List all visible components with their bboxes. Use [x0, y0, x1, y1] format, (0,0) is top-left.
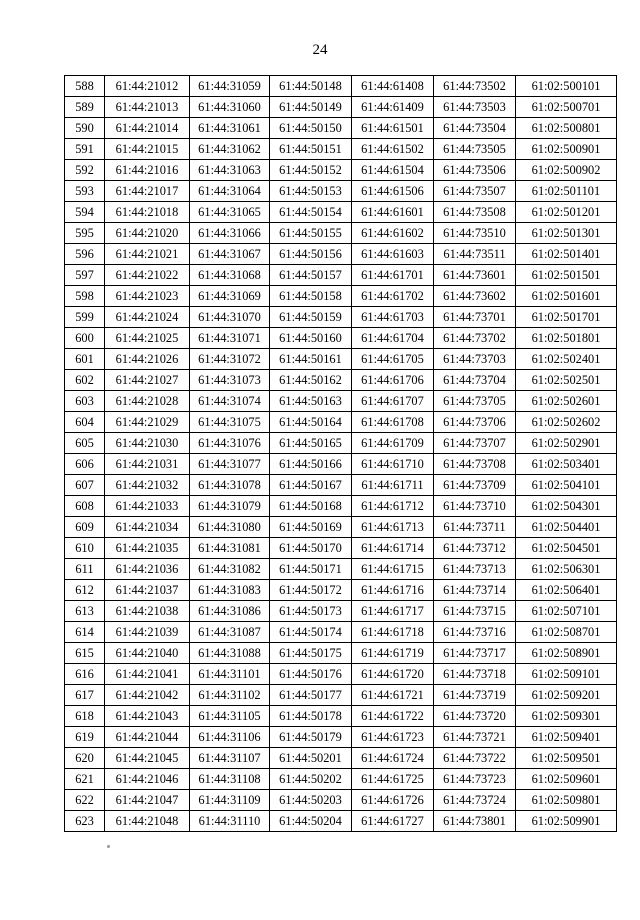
- quarter-31-cell: 61:44:31086: [190, 601, 270, 622]
- quarter-61-cell: 61:44:61714: [352, 538, 434, 559]
- quarter-73-cell: 61:44:73511: [434, 244, 516, 265]
- quarter-21-cell: 61:44:21029: [105, 412, 190, 433]
- quarter-73-cell: 61:44:73705: [434, 391, 516, 412]
- quarter-31-cell: 61:44:31070: [190, 307, 270, 328]
- row-number-cell: 610: [65, 538, 105, 559]
- quarter-61-cell: 61:44:61704: [352, 328, 434, 349]
- quarter-31-cell: 61:44:31107: [190, 748, 270, 769]
- table-row: [65, 790, 617, 811]
- quarter-73-cell: 61:44:73707: [434, 433, 516, 454]
- table-row: [65, 97, 617, 118]
- quarter-73-cell: 61:44:73724: [434, 790, 516, 811]
- quarter-31-cell: 61:44:31083: [190, 580, 270, 601]
- quarter-61-cell: 61:44:61724: [352, 748, 434, 769]
- quarter-21-cell: 61:44:21027: [105, 370, 190, 391]
- quarter-31-cell: 61:44:31063: [190, 160, 270, 181]
- table-row: [65, 496, 617, 517]
- quarter-21-cell: 61:44:21042: [105, 685, 190, 706]
- quarter-50-cell: 61:44:50151: [270, 139, 352, 160]
- quarter-31-cell: 61:44:31080: [190, 517, 270, 538]
- quarter-21-cell: 61:44:21034: [105, 517, 190, 538]
- quarter-50-cell: 61:44:50165: [270, 433, 352, 454]
- district-02-cell: 61:02:501301: [516, 223, 617, 244]
- row-number-cell: 592: [65, 160, 105, 181]
- quarter-61-cell: 61:44:61506: [352, 181, 434, 202]
- quarter-31-cell: 61:44:31062: [190, 139, 270, 160]
- quarter-73-cell: 61:44:73801: [434, 811, 516, 832]
- district-02-cell: 61:02:500902: [516, 160, 617, 181]
- quarter-61-cell: 61:44:61708: [352, 412, 434, 433]
- quarter-61-cell: 61:44:61726: [352, 790, 434, 811]
- quarter-21-cell: 61:44:21025: [105, 328, 190, 349]
- quarter-31-cell: 61:44:31071: [190, 328, 270, 349]
- quarter-73-cell: 61:44:73706: [434, 412, 516, 433]
- row-number-cell: 606: [65, 454, 105, 475]
- quarter-73-cell: 61:44:73712: [434, 538, 516, 559]
- table-row: [65, 475, 617, 496]
- page-number: 24: [312, 42, 328, 58]
- district-02-cell: 61:02:503401: [516, 454, 617, 475]
- quarter-21-cell: 61:44:21016: [105, 160, 190, 181]
- scan-mark: [107, 845, 110, 848]
- row-number-cell: 615: [65, 643, 105, 664]
- quarter-61-cell: 61:44:61722: [352, 706, 434, 727]
- table-row: [65, 265, 617, 286]
- district-02-cell: 61:02:500801: [516, 118, 617, 139]
- quarter-31-cell: 61:44:31082: [190, 559, 270, 580]
- quarter-31-cell: 61:44:31110: [190, 811, 270, 832]
- quarter-73-cell: 61:44:73507: [434, 181, 516, 202]
- district-02-cell: 61:02:500101: [516, 76, 617, 97]
- quarter-61-cell: 61:44:61408: [352, 76, 434, 97]
- quarter-31-cell: 61:44:31106: [190, 727, 270, 748]
- row-number-cell: 595: [65, 223, 105, 244]
- quarter-21-cell: 61:44:21044: [105, 727, 190, 748]
- quarter-21-cell: 61:44:21014: [105, 118, 190, 139]
- quarter-50-cell: 61:44:50149: [270, 97, 352, 118]
- quarter-50-cell: 61:44:50203: [270, 790, 352, 811]
- quarter-61-cell: 61:44:61713: [352, 517, 434, 538]
- district-02-cell: 61:02:504301: [516, 496, 617, 517]
- table-row: [65, 412, 617, 433]
- district-02-cell: 61:02:501101: [516, 181, 617, 202]
- quarter-73-cell: 61:44:73713: [434, 559, 516, 580]
- row-number-cell: 591: [65, 139, 105, 160]
- quarter-61-cell: 61:44:61720: [352, 664, 434, 685]
- quarter-61-cell: 61:44:61702: [352, 286, 434, 307]
- table-row: [65, 580, 617, 601]
- quarter-50-cell: 61:44:50150: [270, 118, 352, 139]
- quarter-31-cell: 61:44:31109: [190, 790, 270, 811]
- quarter-31-cell: 61:44:31101: [190, 664, 270, 685]
- table-row: [65, 139, 617, 160]
- quarter-73-cell: 61:44:73721: [434, 727, 516, 748]
- quarter-73-cell: 61:44:73720: [434, 706, 516, 727]
- row-number-cell: 609: [65, 517, 105, 538]
- quarter-61-cell: 61:44:61504: [352, 160, 434, 181]
- row-number-cell: 613: [65, 601, 105, 622]
- quarter-61-cell: 61:44:61705: [352, 349, 434, 370]
- quarter-50-cell: 61:44:50156: [270, 244, 352, 265]
- district-02-cell: 61:02:509101: [516, 664, 617, 685]
- quarter-73-cell: 61:44:73704: [434, 370, 516, 391]
- district-02-cell: 61:02:504101: [516, 475, 617, 496]
- district-02-cell: 61:02:502501: [516, 370, 617, 391]
- quarter-50-cell: 61:44:50163: [270, 391, 352, 412]
- quarter-31-cell: 61:44:31065: [190, 202, 270, 223]
- table-row: [65, 706, 617, 727]
- quarter-61-cell: 61:44:61715: [352, 559, 434, 580]
- district-02-cell: 61:02:508901: [516, 643, 617, 664]
- quarter-21-cell: 61:44:21038: [105, 601, 190, 622]
- district-02-cell: 61:02:500701: [516, 97, 617, 118]
- quarter-61-cell: 61:44:61601: [352, 202, 434, 223]
- quarter-50-cell: 61:44:50204: [270, 811, 352, 832]
- row-number-cell: 589: [65, 97, 105, 118]
- quarter-73-cell: 61:44:73702: [434, 328, 516, 349]
- quarter-73-cell: 61:44:73719: [434, 685, 516, 706]
- quarter-21-cell: 61:44:21015: [105, 139, 190, 160]
- table-row: [65, 76, 617, 97]
- quarter-21-cell: 61:44:21035: [105, 538, 190, 559]
- quarter-21-cell: 61:44:21021: [105, 244, 190, 265]
- quarter-61-cell: 61:44:61709: [352, 433, 434, 454]
- row-number-cell: 619: [65, 727, 105, 748]
- quarter-31-cell: 61:44:31073: [190, 370, 270, 391]
- table-row: [65, 454, 617, 475]
- quarter-21-cell: 61:44:21036: [105, 559, 190, 580]
- quarter-73-cell: 61:44:73723: [434, 769, 516, 790]
- quarter-21-cell: 61:44:21031: [105, 454, 190, 475]
- district-02-cell: 61:02:501501: [516, 265, 617, 286]
- row-number-cell: 594: [65, 202, 105, 223]
- quarter-21-cell: 61:44:21012: [105, 76, 190, 97]
- quarter-73-cell: 61:44:73508: [434, 202, 516, 223]
- quarter-50-cell: 61:44:50171: [270, 559, 352, 580]
- table-row: [65, 538, 617, 559]
- row-number-cell: 620: [65, 748, 105, 769]
- table-row: [65, 517, 617, 538]
- table-row: [65, 769, 617, 790]
- table-row: [65, 391, 617, 412]
- table-row: [65, 643, 617, 664]
- quarter-50-cell: 61:44:50152: [270, 160, 352, 181]
- quarter-61-cell: 61:44:61711: [352, 475, 434, 496]
- quarter-31-cell: 61:44:31108: [190, 769, 270, 790]
- table-row: [65, 727, 617, 748]
- quarter-21-cell: 61:44:21026: [105, 349, 190, 370]
- table-row: [65, 160, 617, 181]
- quarter-61-cell: 61:44:61716: [352, 580, 434, 601]
- quarter-31-cell: 61:44:31076: [190, 433, 270, 454]
- quarter-50-cell: 61:44:50169: [270, 517, 352, 538]
- quarter-21-cell: 61:44:21043: [105, 706, 190, 727]
- row-number-cell: 603: [65, 391, 105, 412]
- quarter-73-cell: 61:44:73506: [434, 160, 516, 181]
- quarter-31-cell: 61:44:31061: [190, 118, 270, 139]
- quarter-50-cell: 61:44:50162: [270, 370, 352, 391]
- quarter-73-cell: 61:44:73709: [434, 475, 516, 496]
- table-row: [65, 349, 617, 370]
- row-number-cell: 611: [65, 559, 105, 580]
- table-row: [65, 622, 617, 643]
- row-number-cell: 597: [65, 265, 105, 286]
- row-number-cell: 614: [65, 622, 105, 643]
- quarter-73-cell: 61:44:73708: [434, 454, 516, 475]
- table-body: [65, 76, 617, 832]
- quarter-61-cell: 61:44:61707: [352, 391, 434, 412]
- quarter-61-cell: 61:44:61721: [352, 685, 434, 706]
- quarter-50-cell: 61:44:50178: [270, 706, 352, 727]
- quarter-50-cell: 61:44:50201: [270, 748, 352, 769]
- row-number-cell: 600: [65, 328, 105, 349]
- table-row: [65, 118, 617, 139]
- district-02-cell: 61:02:504501: [516, 538, 617, 559]
- quarter-73-cell: 61:44:73504: [434, 118, 516, 139]
- row-number-cell: 601: [65, 349, 105, 370]
- table-row: [65, 370, 617, 391]
- district-02-cell: 61:02:509501: [516, 748, 617, 769]
- district-02-cell: 61:02:509301: [516, 706, 617, 727]
- quarter-50-cell: 61:44:50202: [270, 769, 352, 790]
- quarter-73-cell: 61:44:73703: [434, 349, 516, 370]
- quarter-31-cell: 61:44:31087: [190, 622, 270, 643]
- quarter-21-cell: 61:44:21039: [105, 622, 190, 643]
- table-row: [65, 202, 617, 223]
- quarter-61-cell: 61:44:61602: [352, 223, 434, 244]
- quarter-31-cell: 61:44:31064: [190, 181, 270, 202]
- table-row: [65, 811, 617, 832]
- quarter-50-cell: 61:44:50167: [270, 475, 352, 496]
- table-row: [65, 307, 617, 328]
- quarter-73-cell: 61:44:73505: [434, 139, 516, 160]
- quarter-31-cell: 61:44:31088: [190, 643, 270, 664]
- district-02-cell: 61:02:502901: [516, 433, 617, 454]
- cadastral-table: [64, 75, 617, 832]
- quarter-50-cell: 61:44:50175: [270, 643, 352, 664]
- quarter-31-cell: 61:44:31069: [190, 286, 270, 307]
- quarter-50-cell: 61:44:50154: [270, 202, 352, 223]
- quarter-50-cell: 61:44:50172: [270, 580, 352, 601]
- row-number-cell: 598: [65, 286, 105, 307]
- row-number-cell: 608: [65, 496, 105, 517]
- quarter-73-cell: 61:44:73722: [434, 748, 516, 769]
- quarter-21-cell: 61:44:21047: [105, 790, 190, 811]
- quarter-21-cell: 61:44:21048: [105, 811, 190, 832]
- quarter-31-cell: 61:44:31068: [190, 265, 270, 286]
- row-number-cell: 618: [65, 706, 105, 727]
- quarter-21-cell: 61:44:21022: [105, 265, 190, 286]
- quarter-73-cell: 61:44:73510: [434, 223, 516, 244]
- quarter-31-cell: 61:44:31078: [190, 475, 270, 496]
- district-02-cell: 61:02:506401: [516, 580, 617, 601]
- quarter-50-cell: 61:44:50168: [270, 496, 352, 517]
- district-02-cell: 61:02:507101: [516, 601, 617, 622]
- row-number-cell: 621: [65, 769, 105, 790]
- row-number-cell: 622: [65, 790, 105, 811]
- quarter-31-cell: 61:44:31079: [190, 496, 270, 517]
- quarter-21-cell: 61:44:21033: [105, 496, 190, 517]
- quarter-50-cell: 61:44:50155: [270, 223, 352, 244]
- quarter-61-cell: 61:44:61703: [352, 307, 434, 328]
- table-row: [65, 328, 617, 349]
- row-number-cell: 617: [65, 685, 105, 706]
- row-number-cell: 599: [65, 307, 105, 328]
- district-02-cell: 61:02:501401: [516, 244, 617, 265]
- quarter-31-cell: 61:44:31067: [190, 244, 270, 265]
- quarter-73-cell: 61:44:73715: [434, 601, 516, 622]
- quarter-73-cell: 61:44:73710: [434, 496, 516, 517]
- district-02-cell: 61:02:509801: [516, 790, 617, 811]
- district-02-cell: 61:02:501201: [516, 202, 617, 223]
- quarter-21-cell: 61:44:21023: [105, 286, 190, 307]
- quarter-61-cell: 61:44:61603: [352, 244, 434, 265]
- district-02-cell: 61:02:508701: [516, 622, 617, 643]
- quarter-61-cell: 61:44:61502: [352, 139, 434, 160]
- district-02-cell: 61:02:500901: [516, 139, 617, 160]
- quarter-31-cell: 61:44:31059: [190, 76, 270, 97]
- row-number-cell: 596: [65, 244, 105, 265]
- quarter-50-cell: 61:44:50157: [270, 265, 352, 286]
- table-row: [65, 223, 617, 244]
- quarter-61-cell: 61:44:61501: [352, 118, 434, 139]
- table-row: [65, 286, 617, 307]
- table-row: [65, 433, 617, 454]
- quarter-31-cell: 61:44:31060: [190, 97, 270, 118]
- table-row: [65, 244, 617, 265]
- table-row: [65, 181, 617, 202]
- district-02-cell: 61:02:509901: [516, 811, 617, 832]
- quarter-50-cell: 61:44:50170: [270, 538, 352, 559]
- row-number-cell: 607: [65, 475, 105, 496]
- quarter-73-cell: 61:44:73711: [434, 517, 516, 538]
- quarter-50-cell: 61:44:50179: [270, 727, 352, 748]
- row-number-cell: 588: [65, 76, 105, 97]
- district-02-cell: 61:02:501701: [516, 307, 617, 328]
- quarter-21-cell: 61:44:21045: [105, 748, 190, 769]
- district-02-cell: 61:02:506301: [516, 559, 617, 580]
- quarter-21-cell: 61:44:21020: [105, 223, 190, 244]
- quarter-61-cell: 61:44:61717: [352, 601, 434, 622]
- quarter-61-cell: 61:44:61727: [352, 811, 434, 832]
- quarter-21-cell: 61:44:21024: [105, 307, 190, 328]
- district-02-cell: 61:02:502602: [516, 412, 617, 433]
- quarter-21-cell: 61:44:21013: [105, 97, 190, 118]
- district-02-cell: 61:02:501601: [516, 286, 617, 307]
- quarter-50-cell: 61:44:50173: [270, 601, 352, 622]
- quarter-61-cell: 61:44:61719: [352, 643, 434, 664]
- quarter-61-cell: 61:44:61701: [352, 265, 434, 286]
- quarter-31-cell: 61:44:31105: [190, 706, 270, 727]
- quarter-21-cell: 61:44:21030: [105, 433, 190, 454]
- row-number-cell: 616: [65, 664, 105, 685]
- table-row: [65, 664, 617, 685]
- quarter-21-cell: 61:44:21018: [105, 202, 190, 223]
- quarter-61-cell: 61:44:61725: [352, 769, 434, 790]
- table-row: [65, 601, 617, 622]
- table-row: [65, 559, 617, 580]
- district-02-cell: 61:02:509401: [516, 727, 617, 748]
- quarter-31-cell: 61:44:31074: [190, 391, 270, 412]
- quarter-61-cell: 61:44:61710: [352, 454, 434, 475]
- quarter-21-cell: 61:44:21037: [105, 580, 190, 601]
- district-02-cell: 61:02:501801: [516, 328, 617, 349]
- table-row: [65, 685, 617, 706]
- quarter-31-cell: 61:44:31077: [190, 454, 270, 475]
- quarter-50-cell: 61:44:50177: [270, 685, 352, 706]
- district-02-cell: 61:02:502601: [516, 391, 617, 412]
- quarter-31-cell: 61:44:31102: [190, 685, 270, 706]
- quarter-21-cell: 61:44:21032: [105, 475, 190, 496]
- quarter-73-cell: 61:44:73502: [434, 76, 516, 97]
- quarter-50-cell: 61:44:50174: [270, 622, 352, 643]
- quarter-61-cell: 61:44:61723: [352, 727, 434, 748]
- quarter-73-cell: 61:44:73601: [434, 265, 516, 286]
- quarter-50-cell: 61:44:50176: [270, 664, 352, 685]
- quarter-50-cell: 61:44:50158: [270, 286, 352, 307]
- district-02-cell: 61:02:502401: [516, 349, 617, 370]
- district-02-cell: 61:02:504401: [516, 517, 617, 538]
- quarter-50-cell: 61:44:50161: [270, 349, 352, 370]
- quarter-21-cell: 61:44:21040: [105, 643, 190, 664]
- quarter-31-cell: 61:44:31081: [190, 538, 270, 559]
- quarter-50-cell: 61:44:50164: [270, 412, 352, 433]
- quarter-31-cell: 61:44:31066: [190, 223, 270, 244]
- quarter-50-cell: 61:44:50160: [270, 328, 352, 349]
- quarter-73-cell: 61:44:73718: [434, 664, 516, 685]
- quarter-61-cell: 61:44:61718: [352, 622, 434, 643]
- row-number-cell: 604: [65, 412, 105, 433]
- quarter-61-cell: 61:44:61706: [352, 370, 434, 391]
- row-number-cell: 623: [65, 811, 105, 832]
- quarter-21-cell: 61:44:21046: [105, 769, 190, 790]
- quarter-61-cell: 61:44:61409: [352, 97, 434, 118]
- row-number-cell: 602: [65, 370, 105, 391]
- quarter-50-cell: 61:44:50148: [270, 76, 352, 97]
- district-02-cell: 61:02:509201: [516, 685, 617, 706]
- quarter-50-cell: 61:44:50153: [270, 181, 352, 202]
- quarter-73-cell: 61:44:73717: [434, 643, 516, 664]
- quarter-73-cell: 61:44:73716: [434, 622, 516, 643]
- quarter-21-cell: 61:44:21017: [105, 181, 190, 202]
- quarter-73-cell: 61:44:73602: [434, 286, 516, 307]
- quarter-31-cell: 61:44:31072: [190, 349, 270, 370]
- quarter-31-cell: 61:44:31075: [190, 412, 270, 433]
- quarter-21-cell: 61:44:21041: [105, 664, 190, 685]
- row-number-cell: 593: [65, 181, 105, 202]
- quarter-50-cell: 61:44:50166: [270, 454, 352, 475]
- row-number-cell: 590: [65, 118, 105, 139]
- quarter-61-cell: 61:44:61712: [352, 496, 434, 517]
- row-number-cell: 605: [65, 433, 105, 454]
- quarter-73-cell: 61:44:73701: [434, 307, 516, 328]
- quarter-50-cell: 61:44:50159: [270, 307, 352, 328]
- row-number-cell: 612: [65, 580, 105, 601]
- quarter-73-cell: 61:44:73503: [434, 97, 516, 118]
- quarter-73-cell: 61:44:73714: [434, 580, 516, 601]
- district-02-cell: 61:02:509601: [516, 769, 617, 790]
- quarter-21-cell: 61:44:21028: [105, 391, 190, 412]
- table-row: [65, 748, 617, 769]
